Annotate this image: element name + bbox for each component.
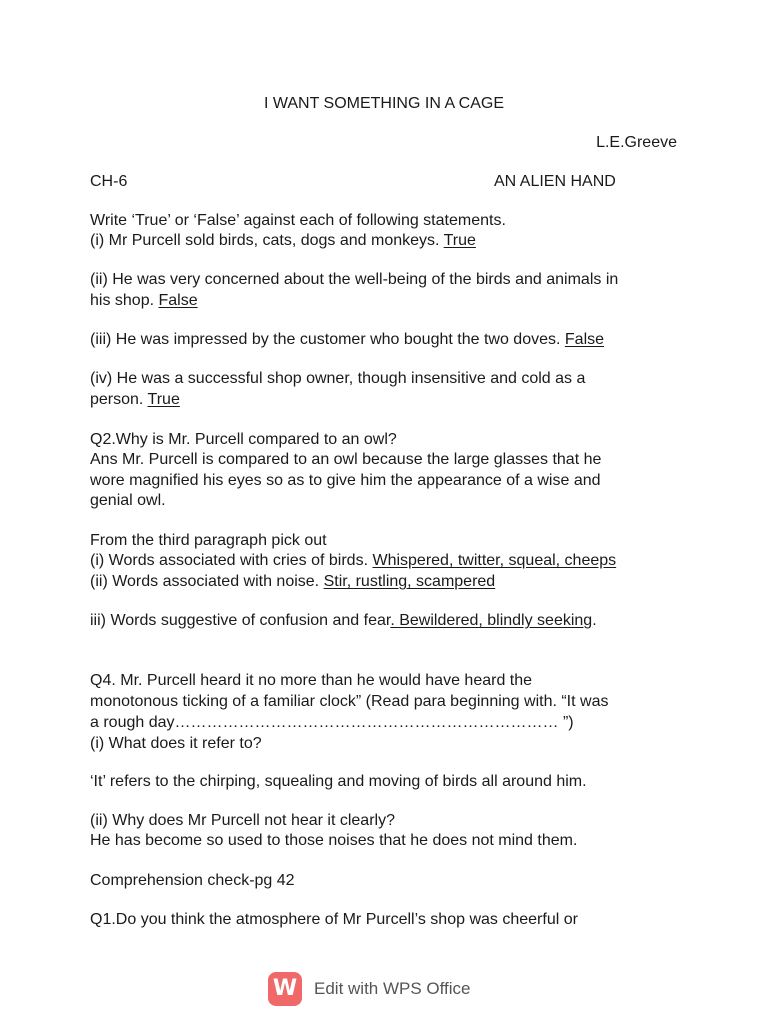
q2-answer-line1: Ans Mr. Purcell is compared to an owl because the large glasses that he: [90, 451, 602, 468]
q4-line2: monotonous ticking of a familiar clock” (Read para beginning with. “It was: [90, 693, 609, 710]
q4-line3: a rough day……………………………………………………………… ”): [90, 714, 574, 731]
wps-logo-letter: W: [272, 976, 298, 1001]
q4-item-i-question: (i) What does it refer to?: [90, 735, 262, 752]
author-name: L.E.Greeve: [596, 134, 677, 151]
tf-item-ii-text: his shop.: [90, 292, 159, 309]
tf-item-iv-answer: True: [147, 391, 180, 408]
q3-item-ii-answer: Stir, rustling, scampered: [323, 573, 496, 590]
q2-answer-line2: wore magnified his eyes so as to give him the appearance of a wise and: [90, 472, 601, 489]
q3-intro: From the third paragraph pick out: [90, 532, 327, 549]
tf-item-ii-answer: False: [158, 292, 198, 309]
q3-item-ii: [90, 572, 495, 592]
q4-line1: Q4. Mr. Purcell heard it no more than he would have heard the: [90, 672, 533, 689]
q4-item-i-answer: ‘It’ refers to the chirping, squealing and moving of birds all around him.: [90, 773, 587, 790]
wps-edit-banner[interactable]: [268, 972, 471, 1006]
wps-edit-text[interactable]: Edit with WPS Office: [314, 979, 471, 998]
tf-item-iv-line1: (iv) He was a successful shop owner, though insensitive and cold as a: [90, 370, 586, 387]
q3-item-iii: [90, 611, 597, 631]
q4-item-ii-answer: He has become so used to those noises that he does not mind them.: [90, 832, 578, 849]
tf-item-iii-text: (iii) He was impressed by the customer who bought the two doves.: [90, 331, 565, 348]
q3-item-i-text: (i) Words associated with cries of birds.: [90, 552, 373, 569]
tf-item-iii: [90, 330, 604, 350]
q3-item-iii-text: iii) Words suggestive of confusion and fear: [90, 612, 391, 629]
tf-instruction: Write ‘True’ or ‘False’ against each of following statements.: [90, 212, 506, 229]
tf-item-iv-text: person.: [90, 391, 148, 408]
tf-item-i-answer: True: [443, 232, 476, 249]
q2-question: Q2.Why is Mr. Purcell compared to an owl?: [90, 431, 397, 448]
tf-item-ii-line2: [90, 291, 198, 311]
q3-item-iii-answer: . Bewildered, blindly seeking: [390, 612, 593, 629]
chapter-number: CH-6: [90, 173, 128, 190]
q3-item-i-answer: Whispered, twitter, squeal, cheeps: [372, 552, 617, 569]
q3-item-iii-end: .: [592, 612, 597, 629]
comprehension-heading: Comprehension check-pg 42: [90, 872, 295, 889]
q2-answer-line3: genial owl.: [90, 492, 166, 509]
tf-item-iii-answer: False: [564, 331, 605, 348]
document-title: I WANT SOMETHING IN A CAGE: [263, 95, 505, 112]
tf-item-i-text: (i) Mr Purcell sold birds, cats, dogs and monkeys.: [90, 232, 444, 249]
chapter-title: AN ALIEN HAND: [494, 173, 616, 190]
q4-item-ii-question: (ii) Why does Mr Purcell not hear it clearly?: [90, 812, 395, 829]
q3-item-i: [90, 551, 616, 571]
tf-item-i: [90, 231, 476, 251]
wps-logo-icon: [268, 972, 302, 1006]
tf-item-iv-line2: [90, 390, 180, 410]
q3-item-ii-text: (ii) Words associated with noise.: [90, 573, 324, 590]
tf-item-ii-line1: (ii) He was very concerned about the well-being of the birds and animals in: [90, 271, 619, 288]
comprehension-q1: Q1.Do you think the atmosphere of Mr Purcell’s shop was cheerful or: [90, 911, 578, 928]
